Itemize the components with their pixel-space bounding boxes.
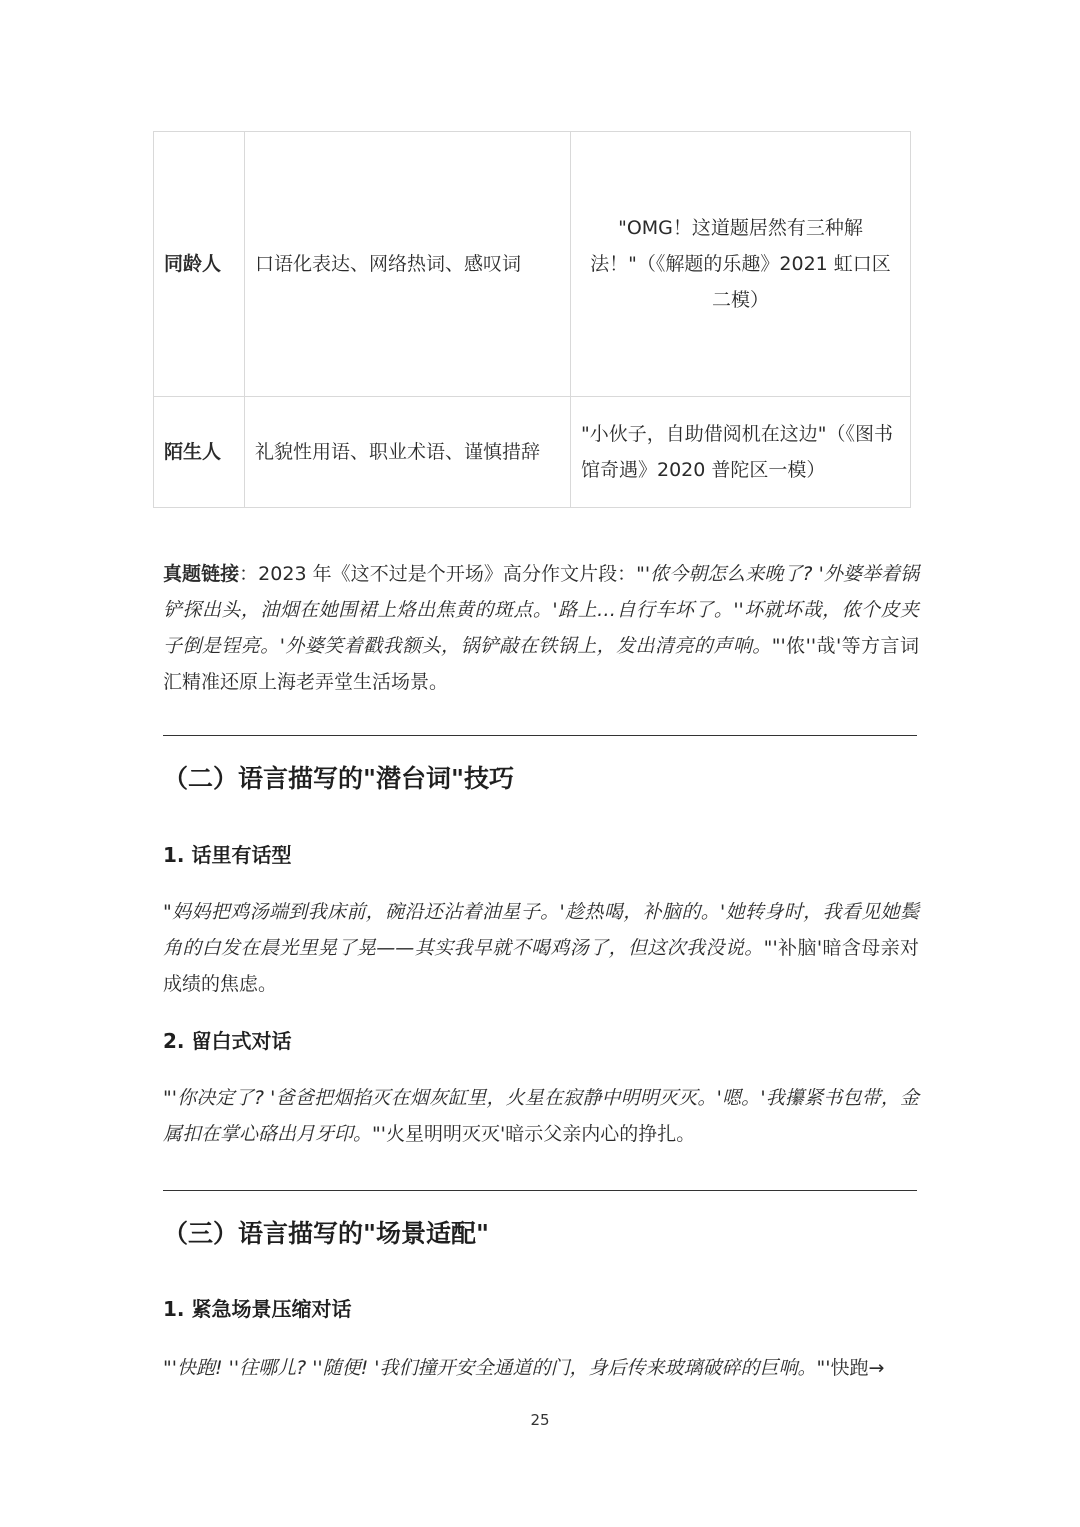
section-title: （二）语言描写的"潜台词"技巧 — [163, 764, 515, 793]
example-comment: '补脑'暗含母亲对成绩的焦虑。 — [163, 937, 919, 995]
example-paragraph — [163, 1080, 919, 1152]
example-paragraph — [163, 1350, 919, 1386]
role-cell: 同龄人 — [154, 132, 245, 397]
subsection-title: 2. 留白式对话 — [163, 1029, 292, 1053]
section-title: （三）语言描写的"场景适配" — [163, 1219, 490, 1248]
table-row — [154, 397, 911, 508]
example-quote: "妈妈把鸡汤端到我床前，碗沿还沾着油星子。'趁热喝，补脑的。'她转身时，我看见她鬓角的白发在晨光里晃了晃——其实我早就不喝鸡汤了，但这次我没说。" — [163, 901, 919, 959]
exam-link-comment: '侬''哉'等方言词汇精准还原上海老弄堂生活场景。 — [163, 635, 919, 693]
example-cell: "OMG！这道题居然有三种解法！"（《解题的乐趣》2021 虹口区二模） — [571, 132, 911, 397]
section-divider — [163, 1190, 917, 1191]
page-number: 25 — [530, 1411, 550, 1429]
exam-link-label: 真题链接 — [163, 563, 240, 585]
exam-link-paragraph — [163, 556, 919, 700]
example-paragraph — [163, 894, 919, 1002]
exam-link-intro: ：2023 年《这不过是个开场》高分作文片段： — [239, 563, 637, 585]
example-quote: "'快跑! ''往哪儿? ''随便! '我们撞开安全通道的门，身后传来玻璃破碎的巨响。" — [163, 1357, 826, 1379]
role-cell: 陌生人 — [154, 397, 245, 508]
example-cell: "小伙子，自助借阅机在这边"（《图书馆奇遇》2020 普陀区一模） — [571, 397, 911, 508]
subsection-title: 1. 话里有话型 — [163, 843, 292, 867]
example-quote: "'你决定了? '爸爸把烟掐灭在烟灰缸里，火星在寂静中明明灭灭。'嗯。'我攥紧书包带，金属扣在掌心硌出月牙印。" — [163, 1087, 919, 1145]
section-divider — [163, 735, 917, 736]
example-comment: '火星明明灭灭'暗示父亲内心的挣扎。 — [380, 1123, 696, 1145]
features-cell: 口语化表达、网络热词、感叹词 — [245, 132, 571, 397]
features-cell: 礼貌性用语、职业术语、谨慎措辞 — [245, 397, 571, 508]
example-comment: '快跑→ — [825, 1357, 885, 1379]
exam-link-quote: "'侬今朝怎么来晚了? '外婆举着锅铲探出头，油烟在她围裙上烙出焦黄的斑点。'路上…自行车坏了。''坏就坏哉，侬个皮夹子倒是锃亮。'外婆笑着戳我额头，锅铲敲在铁锅上，发出清亮的声响。" — [163, 563, 919, 657]
table-row — [154, 132, 911, 397]
subsection-title: 1. 紧急场景压缩对话 — [163, 1297, 352, 1321]
comparison-table — [153, 131, 911, 508]
